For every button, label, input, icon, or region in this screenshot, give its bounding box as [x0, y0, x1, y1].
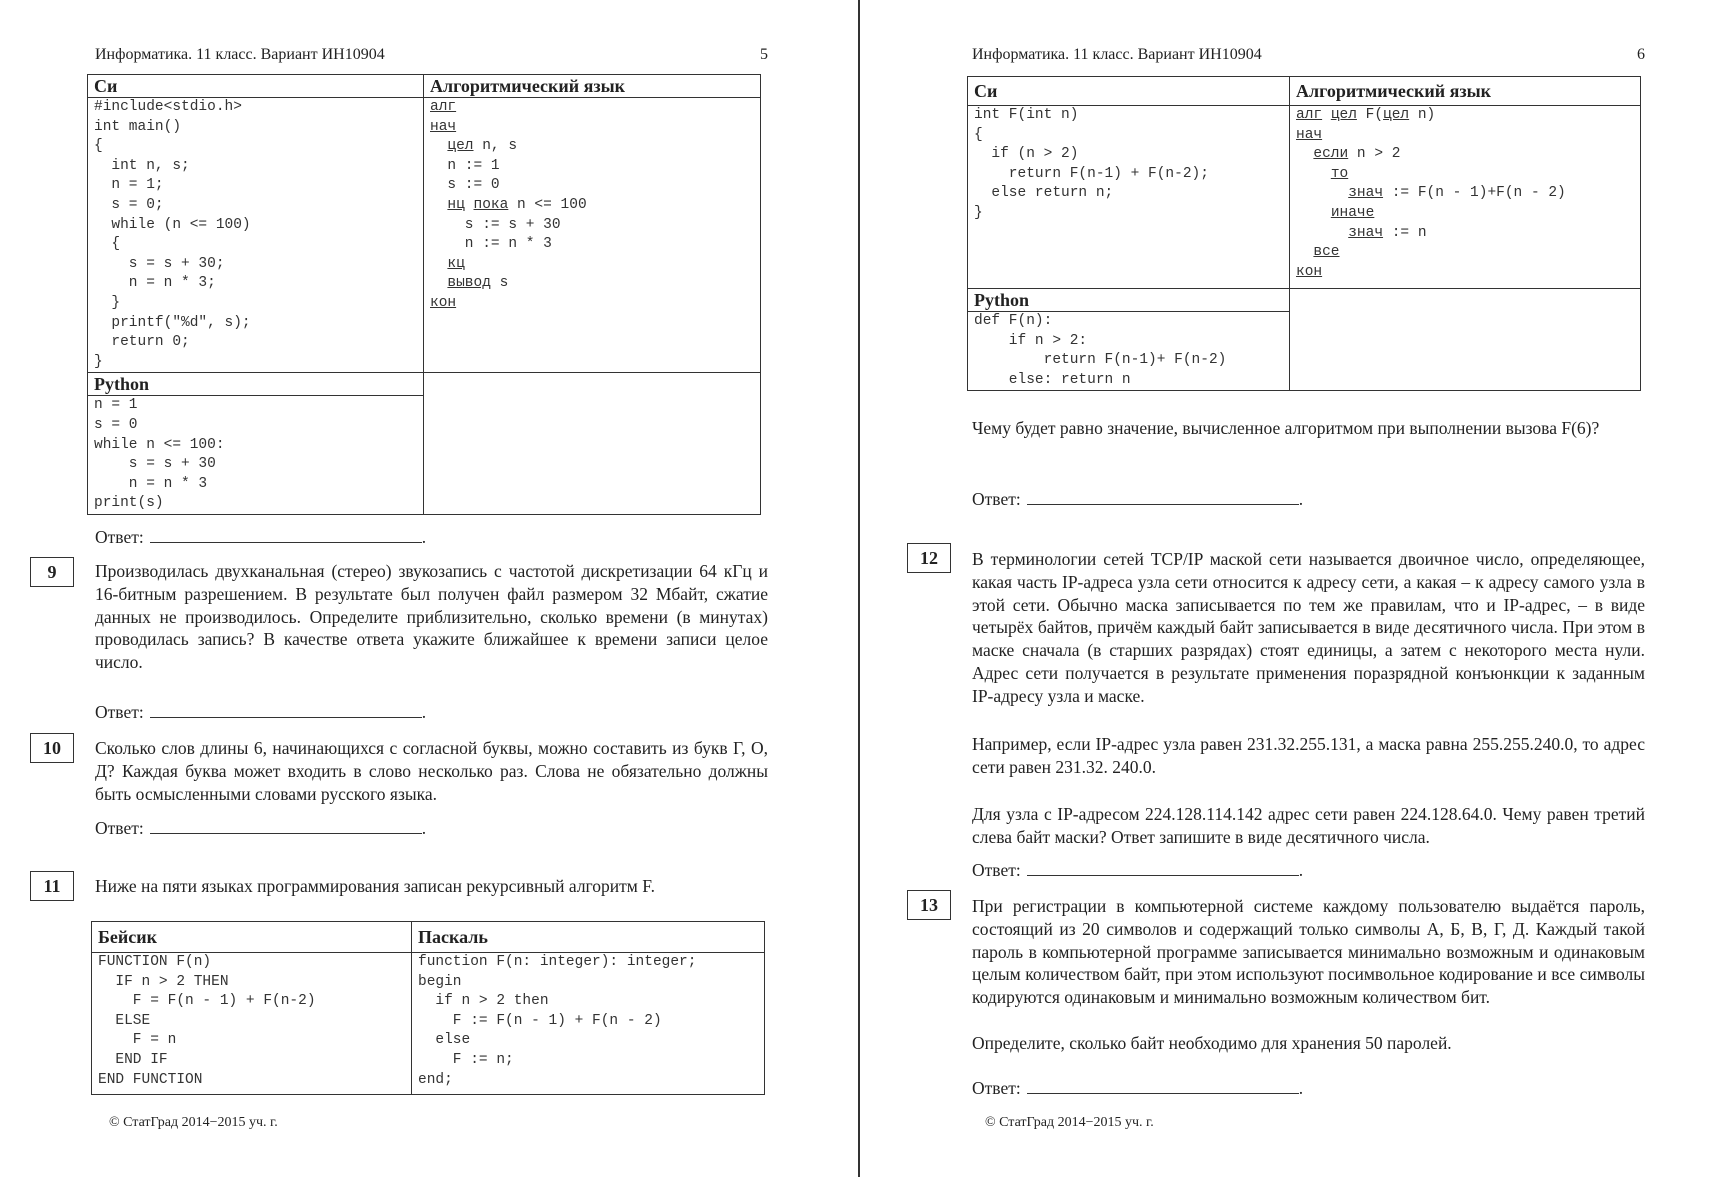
page-header: Информатика. 11 класс. Вариант ИН10904: [95, 46, 385, 63]
question-12-paragraph-2: Например, если IP-адрес узла равен 231.32.255.131, а маска равна 255.255.240.0, то адрес сети равен 231.32. 240.0.: [972, 734, 1645, 777]
question-12-paragraph-3: Для узла с IP-адресом 224.128.114.142 адрес сети равен 224.128.64.0. Чему равен третий слева байт маски? Ответ запишите в виде десятичного числа.: [972, 804, 1645, 847]
question-11-prompt: Чему будет равно значение, вычисленное алгоритмом при выполнении вызова F(6)?: [972, 418, 1600, 438]
question-13-paragraph-2: Определите, сколько байт необходимо для хранения 50 паролей.: [972, 1033, 1452, 1053]
pascal-code: function F(n: integer): integer; begin if n > 2 then F := F(n - 1) + F(n - 2) else F := n; end;: [418, 954, 697, 1088]
question-number-10: 10: [30, 733, 74, 763]
c-code: int F(int n) { if (n > 2) return F(n-1) + F(n-2); else return n; }: [974, 107, 1209, 221]
table-header-c: Си: [968, 77, 1290, 106]
footer: © СтатГрад 2014−2015 уч. г.: [985, 1115, 1154, 1130]
python-code: def F(n): if n > 2: return F(n-1)+ F(n-2) else: return n: [974, 313, 1227, 388]
answer-line-q9: Ответ: .: [95, 702, 427, 722]
code-table-q8: [87, 74, 761, 515]
code-table-q11-cont: [967, 76, 1641, 391]
answer-line-q10: Ответ: .: [95, 818, 427, 838]
page-number: 5: [760, 46, 768, 63]
answer-line-q11: Ответ: .: [972, 489, 1304, 509]
table-header-pascal: Паскаль: [412, 922, 765, 953]
basic-code: FUNCTION F(n) IF n > 2 THEN F = F(n - 1) + F(n-2) ELSE F = n END IF END FUNCTION: [98, 954, 316, 1088]
question-13-paragraph-1: При регистрации в компьютерной системе каждому пользователю выдаётся пароль, состоящий из 20 символов и содержащий только символы А, Б, В, Г, Д. Каждый такой пароль в компьютерной программе записывается минимально возможным и одинаковым целым количеством байт, при этом используют посимвольное кодирование и все символы кодируются одинаковым и минимально возможным количеством бит.: [972, 896, 1645, 1008]
question-12-paragraph-1: В терминологии сетей TCP/IP маской сети называется двоичное число, определяющее, какая часть IP-адреса узла сети относится к адресу сети, а какая – к адресу самого узла в этой сети. Обычно маска записывается по тем же правилам, что и IP-адрес, – в виде четырёх байтов, причём каждый байт записывается в виде десятичного числа. При этом в маске сначала (в старших разрядах) стоят единицы, а затем с некоторого места нули. Адрес сети получается в результате применения поразрядной конъюнкции к заданным IP-адресу узла и маске.: [972, 549, 1645, 706]
answer-line-q13: Ответ: .: [972, 1078, 1304, 1098]
page-number: 6: [1637, 46, 1645, 63]
alg-code: алг цел F(цел n) нач если n > 2 то знач := F(n - 1)+F(n - 2) иначе знач := n все кон: [1296, 107, 1566, 280]
question-number-11: 11: [30, 871, 74, 901]
answer-line-q8: Ответ: .: [95, 527, 427, 547]
table-header-python: Python: [968, 289, 1290, 312]
page-header: Информатика. 11 класс. Вариант ИН10904: [972, 46, 1262, 63]
table-header-python: Python: [88, 373, 424, 396]
question-number-13: 13: [907, 890, 951, 920]
question-10-text: Сколько слов длины 6, начинающихся с согласной буквы, можно составить из букв Г, О, Д? Каждая буква может входить в слово несколько раз. Слова не обязательно должны быть осмысленными словами русского языка.: [95, 738, 768, 804]
c-code: #include<stdio.h> int main() { int n, s; n = 1; s = 0; while (n <= 100) { s = s + 30; n = n * 3; } printf("%d", s); return 0; }: [94, 99, 251, 370]
question-11-text: Ниже на пяти языках программирования записан рекурсивный алгоритм F.: [95, 876, 655, 896]
page-divider: [858, 0, 860, 1177]
table-header-basic: Бейсик: [92, 922, 412, 953]
alg-code: алг нач цел n, s n := 1 s := 0 нц пока n <= 100 s := s + 30 n := n * 3 кц вывод s кон: [430, 99, 587, 311]
right-page: [862, 0, 1718, 1177]
table-header-alg: Алгоритмический язык: [1290, 77, 1641, 106]
left-page: [0, 0, 858, 1177]
python-code: n = 1 s = 0 while n <= 100: s = s + 30 n = n * 3 print(s): [94, 397, 225, 512]
code-table-q11: [91, 921, 765, 1095]
question-number-9: 9: [30, 557, 74, 587]
table-header-alg: Алгоритмический язык: [424, 75, 761, 98]
footer: © СтатГрад 2014−2015 уч. г.: [109, 1115, 278, 1130]
question-number-12: 12: [907, 543, 951, 573]
answer-line-q12: Ответ: .: [972, 860, 1304, 880]
table-header-c: Си: [88, 75, 424, 98]
question-9-text: Производилась двухканальная (стерео) звукозапись с частотой дискретизации 64 кГц и 16-битным разрешением. В результате был получен файл размером 32 Мбайт, сжатие данных не производилось. Определите приблизительно, сколько времени (в минутах) проводилась запись? В качестве ответа укажите ближайшее к времени записи целое число.: [95, 561, 768, 673]
